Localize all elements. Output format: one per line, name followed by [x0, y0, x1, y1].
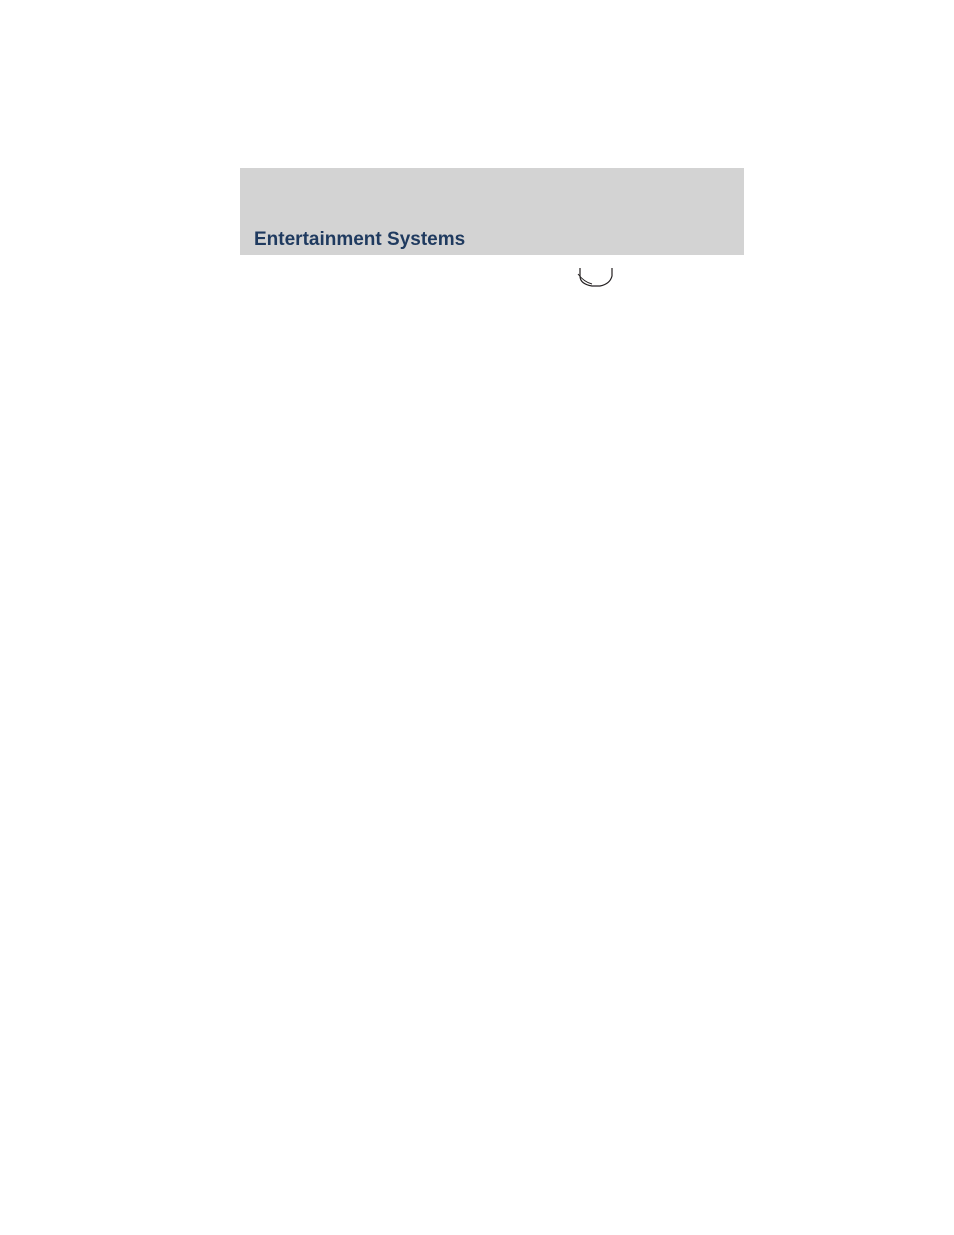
section-title: Entertainment Systems [254, 229, 466, 250]
page-content [240, 268, 744, 456]
section-header-band [240, 168, 744, 255]
aux-jack-illustration [492, 268, 744, 456]
